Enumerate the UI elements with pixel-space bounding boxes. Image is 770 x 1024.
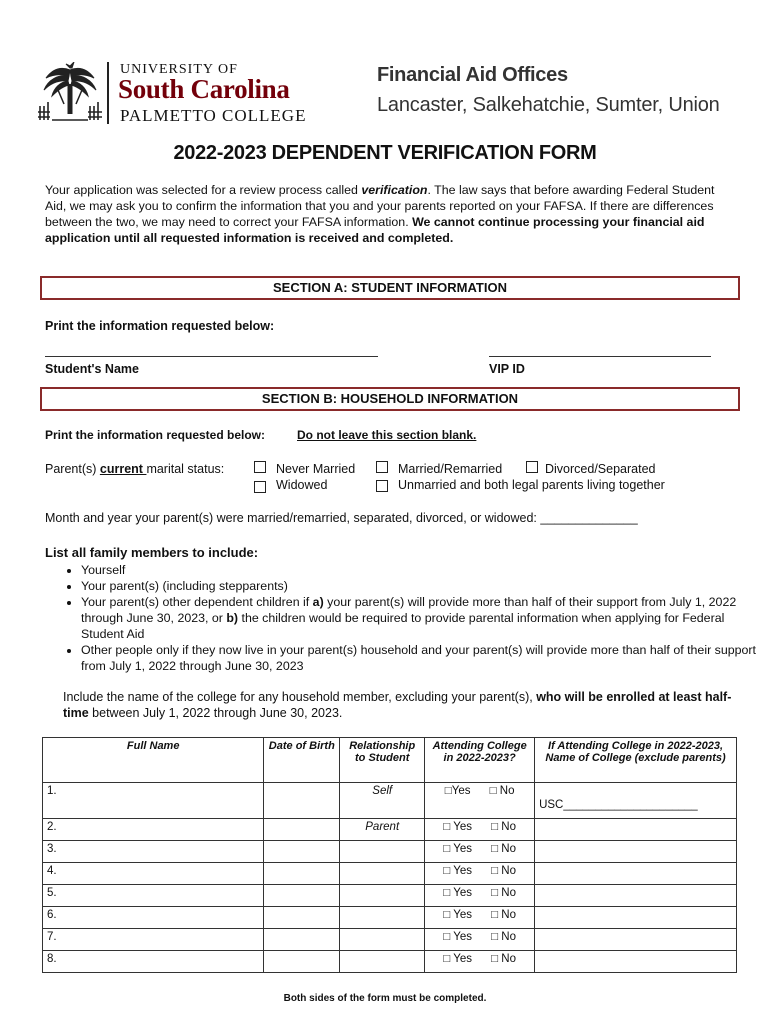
dob-cell[interactable] [264,841,340,863]
header-attending: Attending College in 2022-2023? [425,738,535,783]
table-header-row [43,738,737,783]
section-b-warning: Do not leave this section blank. [297,428,477,442]
dob-cell[interactable] [264,863,340,885]
row-number[interactable]: 1. [43,783,264,819]
section-a-prompt: Print the information requested below: [45,319,275,333]
college-note-text: between July 1, 2022 through June 30, 2023. [88,706,343,720]
header-full-name: Full Name [43,738,264,783]
yes-option[interactable]: □ Yes [443,887,472,899]
office-campuses: Lancaster, Salkehatchie, Sumter, Union [377,94,720,116]
attending-cell[interactable] [425,783,535,819]
college-cell[interactable] [535,907,737,929]
section-b-header: SECTION B: HOUSEHOLD INFORMATION [40,387,740,411]
student-name-field[interactable] [45,356,378,357]
widowed-label: Widowed [276,478,328,492]
header-college-name: If Attending College in 2022-2023, Name of College (exclude parents) [535,738,737,783]
marital-label-part: marital status: [146,462,225,476]
marital-label-part: Parent(s) [45,462,100,476]
office-title: Financial Aid Offices [377,64,568,86]
attending-cell[interactable] [425,907,535,929]
college-cell[interactable] [535,863,737,885]
row-number[interactable]: 5. [43,885,264,907]
married-label: Married/Remarried [398,462,503,476]
relationship-cell[interactable] [340,951,425,973]
no-option[interactable]: □ No [491,843,516,855]
intro-text-1: Your application was selected for a review process called [45,183,362,197]
table-row [43,907,737,929]
header-relationship: Relationship to Student [340,738,425,783]
footer-note: Both sides of the form must be completed. [283,993,487,1004]
married-checkbox[interactable] [376,461,388,473]
list-item-text: the children would be required to provide parental information when applying for Federal Student Aid [81,611,725,641]
college-cell[interactable] [535,929,737,951]
yes-option[interactable]: □ Yes [443,865,472,877]
table-row [43,863,737,885]
list-item-text: Your parent(s) other dependent children if [81,595,313,609]
relationship-cell[interactable] [340,929,425,951]
yes-option[interactable]: □Yes [444,785,471,797]
table-row [43,841,737,863]
relationship-cell[interactable] [340,863,425,885]
relationship-cell[interactable] [340,841,425,863]
vip-id-label: VIP ID [489,362,525,376]
dob-cell[interactable] [264,783,340,819]
attending-cell[interactable] [425,841,535,863]
list-item-marker: b) [226,611,239,625]
no-option[interactable]: □ No [491,887,516,899]
dob-cell[interactable] [264,951,340,973]
intro-text-2: . The law says that before awarding Federal Student Aid, we may ask you to confirm the information that you and your parents reported on your FAFSA. If there are differences between the two, we may need to correct your FAFSA information. [45,183,715,229]
row-number[interactable]: 2. [43,819,264,841]
marital-date-question: Month and year your parent(s) were married/remarried, separated, divorced, or widowed: ______________ [45,511,638,525]
no-option[interactable]: □ No [491,821,516,833]
list-item-marker: a) [312,595,324,609]
family-list-heading: List all family members to include: [45,545,259,560]
marital-status-label [45,462,224,476]
relationship-cell[interactable] [340,907,425,929]
palmetto-college-text: PALMETTO COLLEGE [120,106,307,125]
family-members-table [42,737,737,973]
yes-option[interactable]: □ Yes [443,843,472,855]
intro-paragraph [45,182,725,246]
relationship-cell[interactable]: Parent [340,819,425,841]
attending-cell[interactable] [425,951,535,973]
dob-cell[interactable] [264,819,340,841]
vip-id-field[interactable] [489,356,711,357]
never-married-label: Never Married [276,462,356,476]
college-cell[interactable] [535,885,737,907]
dob-cell[interactable] [264,907,340,929]
never-married-checkbox[interactable] [254,461,266,473]
college-cell[interactable]: USC_____________________ [535,783,737,819]
row-number[interactable]: 3. [43,841,264,863]
yes-option[interactable]: □ Yes [443,953,472,965]
divorced-label: Divorced/Separated [545,462,656,476]
attending-cell[interactable] [425,885,535,907]
section-a-header: SECTION A: STUDENT INFORMATION [40,276,740,300]
college-note-bold: who will be enrolled at least half-time [63,690,732,720]
list-item [81,594,761,642]
yes-option[interactable]: □ Yes [443,821,472,833]
student-name-label: Student's Name [45,362,139,376]
header-dob: Date of Birth [264,738,340,783]
list-item-text: your parent(s) will provide more than half of their support from July 1, 2022 through June 30, 2023, or [81,595,737,625]
college-cell[interactable] [535,819,737,841]
row-number[interactable]: 8. [43,951,264,973]
yes-option[interactable]: □ Yes [443,931,472,943]
no-option[interactable]: □ No [491,909,516,921]
table-row [43,929,737,951]
dob-cell[interactable] [264,885,340,907]
table-row [43,885,737,907]
attending-cell[interactable] [425,863,535,885]
table-row [43,951,737,973]
university-of-text: UNIVERSITY OF [120,62,238,77]
widowed-checkbox[interactable] [254,481,266,493]
college-note [63,689,733,721]
row-number[interactable]: 6. [43,907,264,929]
no-option[interactable]: □ No [489,785,515,797]
row-number[interactable]: 4. [43,863,264,885]
university-name: South Carolina [118,74,290,104]
no-option[interactable]: □ No [491,931,516,943]
unmarried-together-checkbox[interactable] [376,480,388,492]
list-item: • Other people only if they now live in your parent(s) household and your parent(s) will provide more than half of their support from July 1, 2022 through June 30, 2023 [81,642,761,674]
intro-warning: We cannot continue processing your financial aid application until all requested information is received and completed. [45,215,705,245]
intro-verification-term: verification [361,183,428,197]
attending-cell[interactable] [425,819,535,841]
college-cell[interactable] [535,951,737,973]
logo-divider [107,62,109,124]
list-item: • Your parent(s) (including stepparents) [81,578,761,594]
no-option[interactable]: □ No [491,865,516,877]
relationship-cell[interactable] [340,885,425,907]
no-option[interactable]: □ No [491,953,516,965]
family-members-list [45,562,761,674]
section-b-prompt: Print the information requested below: [45,428,266,442]
unmarried-together-label: Unmarried and both legal parents living together [398,478,665,492]
row-number[interactable]: 7. [43,929,264,951]
yes-option[interactable]: □ Yes [443,909,472,921]
college-cell[interactable] [535,841,737,863]
palmetto-tree-logo [36,62,104,124]
relationship-cell[interactable]: Self [340,783,425,819]
form-title: 2022-2023 DEPENDENT VERIFICATION FORM [173,142,597,164]
table-row [43,783,737,819]
college-note-text: Include the name of the college for any household member, excluding your parent(s), [63,690,537,704]
dob-cell[interactable] [264,929,340,951]
attending-cell[interactable] [425,929,535,951]
marital-label-current: current [99,462,147,476]
divorced-checkbox[interactable] [526,461,538,473]
list-item: • Yourself [81,562,761,578]
table-row [43,819,737,841]
